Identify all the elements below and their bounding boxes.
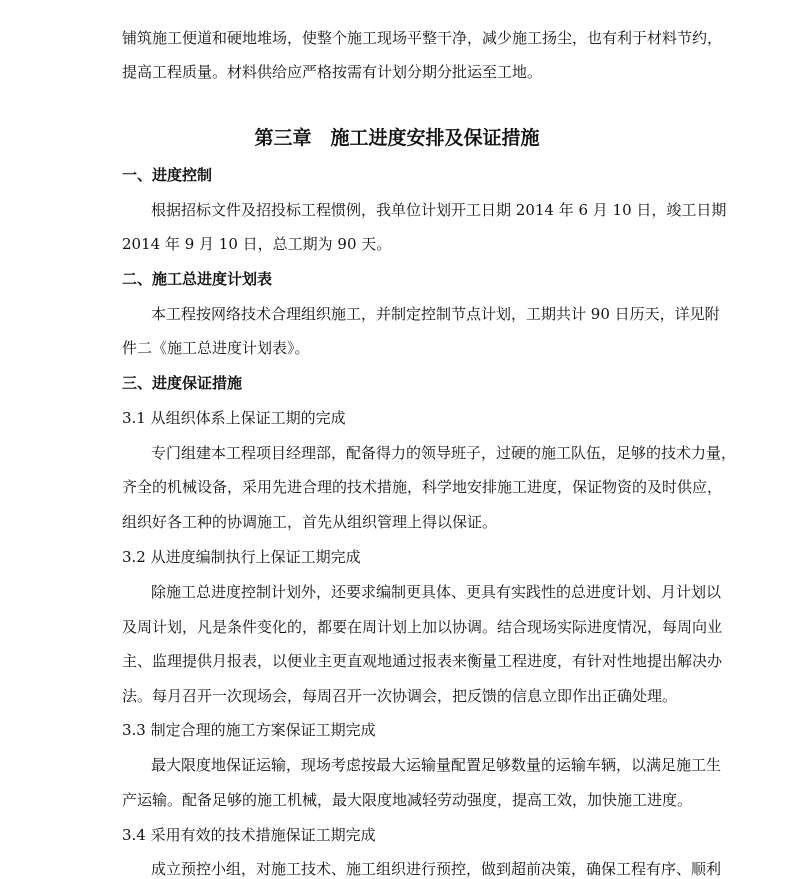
section-heading: 一、进度控制: [122, 166, 213, 184]
subsection-heading: 3.2 从进度编制执行上保证工期完成: [122, 548, 361, 566]
section-heading: 二、施工总进度计划表: [122, 270, 273, 288]
section-heading: 三、进度保证措施: [122, 374, 243, 392]
paragraph-line: 件二《施工总进度计划表》。: [122, 339, 310, 357]
paragraph-line: 根据招标文件及招投标工程惯例，我单位计划开工日期 2014 年 6 月 10 日，竣工日期: [151, 201, 727, 219]
paragraph-line: 法。每月召开一次现场会，每周召开一次协调会，把反馈的信息立即作出正确处理。: [122, 687, 678, 705]
paragraph-line: 主、监理提供月报表，以便业主更直观地通过报表来衡量工程进度，有针对性地提出解决办: [122, 652, 723, 670]
paragraph-line: 成立预控小组，对施工技术、施工组织进行预控，做到超前决策，确保工程有序、顺利: [151, 860, 722, 878]
paragraph-line: 及周计划，凡是条件变化的，都要在周计划上加以协调。结合现场实际进度情况，每周向业: [122, 618, 723, 636]
paragraph-line: 2014 年 9 月 10 日，总工期为 90 天。: [122, 235, 392, 253]
paragraph-line: 提高工程质量。材料供给应严格按需有计划分期分批运至工地。: [122, 63, 543, 81]
paragraph-line: 齐全的机械设备，采用先进合理的技术措施，科学地安排施工进度，保证物资的及时供应，: [122, 478, 723, 496]
paragraph-line: 组织好各工种的协调施工，首先从组织管理上得以保证。: [122, 513, 498, 531]
paragraph-line: 本工程按网络技术合理组织施工，并制定控制节点计划，工期共计 90 日历天，详见附: [151, 305, 720, 323]
paragraph-line: 产运输。配备足够的施工机械，最大限度地减轻劳动强度，提高工效，加快施工进度。: [122, 791, 693, 809]
paragraph-line: 专门组建本工程项目经理部，配备得力的领导班子，过硬的施工队伍，足够的技术力量，: [151, 444, 737, 462]
chapter-title: 第三章 施工进度安排及保证措施: [254, 127, 540, 149]
subsection-heading: 3.4 采用有效的技术措施保证工期完成: [122, 826, 376, 844]
paragraph-line: 除施工总进度控制计划外，还要求编制更具体、更具有实践性的总进度计划、月计划以: [151, 583, 722, 601]
subsection-heading: 3.3 制定合理的施工方案保证工期完成: [122, 721, 376, 739]
subsection-heading: 3.1 从组织体系上保证工期的完成: [122, 409, 346, 427]
paragraph-line: 铺筑施工便道和硬地堆场，使整个施工现场平整干净，减少施工扬尘，也有利于材料节约，: [122, 29, 723, 47]
paragraph-line: 最大限度地保证运输，现场考虑按最大运输量配置足够数量的运输车辆，以满足施工生: [151, 756, 722, 774]
